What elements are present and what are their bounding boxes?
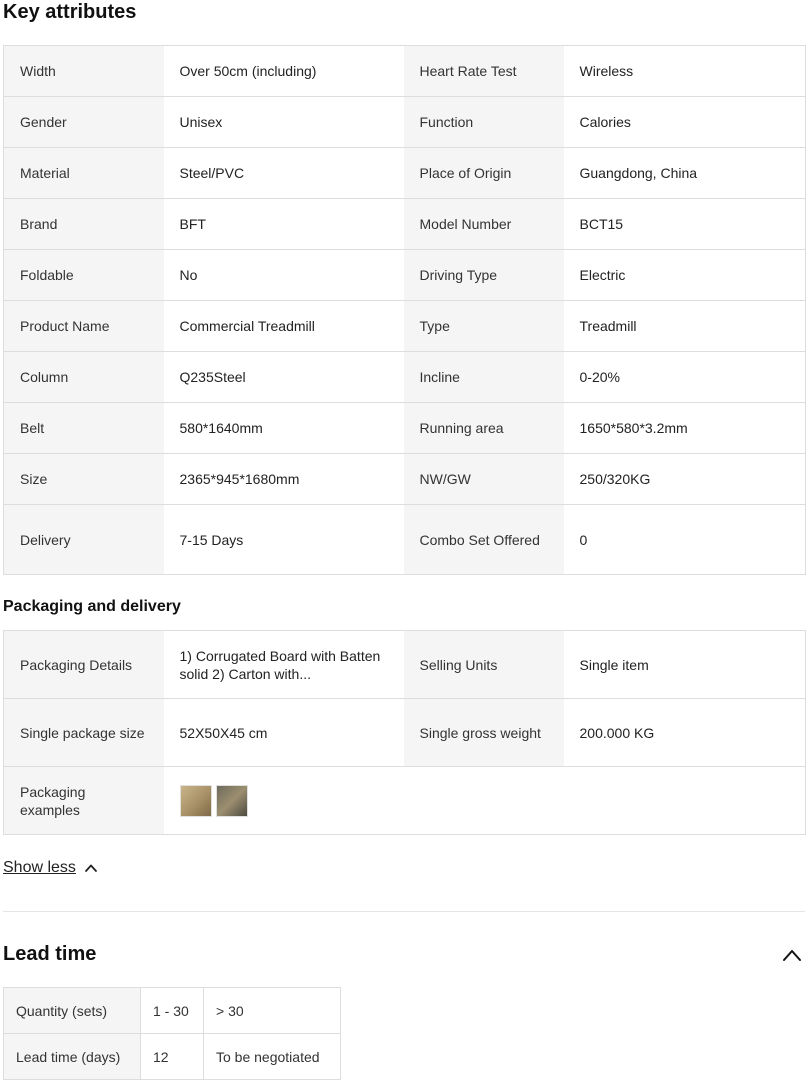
lead-time-quantity-range: > 30 — [204, 988, 341, 1034]
attribute-label: Running area — [404, 403, 564, 454]
table-row — [4, 767, 806, 835]
attribute-label: Product Name — [4, 301, 164, 352]
attribute-value: Q235Steel — [164, 352, 404, 403]
attribute-label: Gender — [4, 97, 164, 148]
attribute-value: 200.000 KG — [564, 699, 806, 767]
attribute-value: Treadmill — [564, 301, 806, 352]
packaging-delivery-title: Packaging and delivery — [3, 598, 181, 615]
attribute-label: Packaging Details — [4, 631, 164, 699]
packaging-example-image[interactable] — [216, 785, 248, 817]
lead-time-row-label: Lead time (days) — [4, 1034, 141, 1080]
attribute-value: No — [164, 250, 404, 301]
key-attributes-table — [3, 45, 806, 575]
attribute-value: Unisex — [164, 97, 404, 148]
attribute-label: Foldable — [4, 250, 164, 301]
attribute-label: Single gross weight — [404, 699, 564, 767]
packaging-examples-cell — [164, 767, 806, 835]
attribute-label: Brand — [4, 199, 164, 250]
attribute-value: 1650*580*3.2mm — [564, 403, 806, 454]
packaging-examples-label: Packaging examples — [4, 767, 164, 835]
lead-time-table — [3, 987, 341, 1080]
attribute-label: Delivery — [4, 505, 164, 575]
lead-time-days: To be negotiated — [204, 1034, 341, 1080]
table-row — [4, 199, 806, 250]
attribute-value: 250/320KG — [564, 454, 806, 505]
table-row — [4, 1034, 341, 1080]
attribute-label: Width — [4, 46, 164, 97]
section-divider — [3, 911, 805, 912]
attribute-label: Type — [404, 301, 564, 352]
table-row — [4, 301, 806, 352]
table-row — [4, 454, 806, 505]
attribute-value: 0-20% — [564, 352, 806, 403]
table-row — [4, 699, 806, 767]
attribute-label: Driving Type — [404, 250, 564, 301]
attribute-label: Combo Set Offered — [404, 505, 564, 575]
attribute-value: Commercial Treadmill — [164, 301, 404, 352]
attribute-value: 1) Corrugated Board with Batten solid 2) Carton with... — [164, 631, 404, 699]
table-row — [4, 250, 806, 301]
attribute-value: 580*1640mm — [164, 403, 404, 454]
attribute-value: 2365*945*1680mm — [164, 454, 404, 505]
lead-time-days: 12 — [141, 1034, 204, 1080]
chevron-up-icon[interactable] — [780, 945, 804, 965]
attribute-value: Steel/PVC — [164, 148, 404, 199]
attribute-label: Belt — [4, 403, 164, 454]
attribute-label: Size — [4, 454, 164, 505]
attribute-label: Single package size — [4, 699, 164, 767]
attribute-value: Calories — [564, 97, 806, 148]
packaging-example-image[interactable] — [180, 785, 212, 817]
show-less-button[interactable] — [3, 858, 98, 878]
attribute-value: BFT — [164, 199, 404, 250]
attribute-label: Model Number — [404, 199, 564, 250]
attribute-label: Material — [4, 148, 164, 199]
table-row — [4, 403, 806, 454]
attribute-value: 52X50X45 cm — [164, 699, 404, 767]
attribute-value: 7-15 Days — [164, 505, 404, 575]
attribute-value: Over 50cm (including) — [164, 46, 404, 97]
attribute-label: Function — [404, 97, 564, 148]
chevron-up-icon — [84, 861, 98, 875]
attribute-value: Guangdong, China — [564, 148, 806, 199]
packaging-table — [3, 630, 806, 835]
attribute-label: NW/GW — [404, 454, 564, 505]
key-attributes-title: Key attributes — [3, 1, 137, 23]
lead-time-title: Lead time — [3, 943, 97, 965]
attribute-label: Heart Rate Test — [404, 46, 564, 97]
table-row — [4, 505, 806, 575]
table-row — [4, 631, 806, 699]
attribute-value: Electric — [564, 250, 806, 301]
show-less-label: Show less — [3, 859, 76, 876]
lead-time-quantity-range: 1 - 30 — [141, 988, 204, 1034]
attribute-value: BCT15 — [564, 199, 806, 250]
attribute-label: Selling Units — [404, 631, 564, 699]
attribute-value: 0 — [564, 505, 806, 575]
attribute-value: Single item — [564, 631, 806, 699]
attribute-value: Wireless — [564, 46, 806, 97]
table-row — [4, 352, 806, 403]
table-row — [4, 148, 806, 199]
table-row — [4, 97, 806, 148]
lead-time-header-label: Quantity (sets) — [4, 988, 141, 1034]
table-row — [4, 988, 341, 1034]
attribute-label: Incline — [404, 352, 564, 403]
attribute-label: Column — [4, 352, 164, 403]
table-row — [4, 46, 806, 97]
attribute-label: Place of Origin — [404, 148, 564, 199]
